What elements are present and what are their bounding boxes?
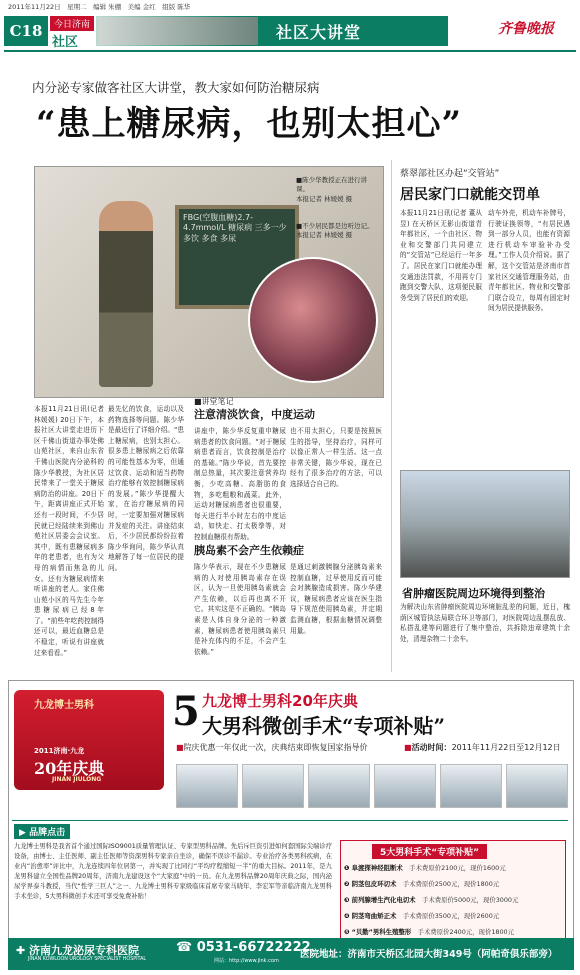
brand-label: ▶ 品牌点击 [14, 824, 70, 839]
surgery-price: 手术费原价5000元，现价3000元 [421, 896, 519, 904]
article-col-3: 讲座中，陈少华反复重申糖尿病患者的饮食问题。“对于糖尿病患者而言，饮食控制是治疗的基础。”陈少华说，首先要控制总热量，其次要注意营养均衡，少吃高糖、高脂肪的食物，多吃粗粮和蔬菜。此外，运动对糖尿病患者也很重要，每天进行半小时左右的中度运动，如快走、打太极拳等，对控制血糖很有帮助。 [194, 427, 286, 541]
surgery-menu-list [344, 860, 564, 940]
surgery-menu-title: 5大男科手术“专项补贴” [372, 844, 487, 859]
right-col-1: 本报11月21日讯(记者 董从昱) 在天桥区无影山街道青年都社区，一个由社区、物业和交警部门共同建立的“交管站”已经运行一年多了。居民在家门口就能办理交通违法罚款，不用再专门跑到交警大队，这项便民服务受到了居民们的欢迎。 [400, 209, 482, 302]
ad-headline-main: 大男科微创手术“专项补贴” [202, 714, 446, 738]
surgery-name: ❺ “贝勤”男科生殖整形 [344, 928, 418, 936]
surgery-menu-item [344, 892, 564, 908]
column-divider [391, 160, 392, 672]
footer-phone: ☎ 0531-66722222 [176, 940, 311, 955]
subhead-insulin: 胰岛素不会产生依赖症 [194, 544, 304, 557]
footer-hospital-name: ✚ 济南九龙泌尿专科医院 [16, 944, 140, 957]
footer-address: 医院地址：济南市天桥区北园大街349号（阿帕奇俱乐部旁） [300, 949, 558, 960]
audience-inset-photo [248, 257, 378, 383]
play-icon: ▶ [19, 828, 30, 838]
ad-logo-en: JINAN JIULONG [52, 776, 102, 783]
section-top: 今日济南 [50, 16, 94, 31]
ad-strip-right: ■活动时间：2011年11月22日至12月12日 [404, 743, 561, 752]
banner-photo [98, 17, 258, 45]
banner-title: 社区大讲堂 [276, 23, 362, 42]
ad-logo-year: 20年庆典 [34, 759, 105, 778]
date-line: 2011年11月22日 星期二 编辑 朱棚 美编 金红 组版 陈华 [8, 3, 191, 11]
ad-headline-top: 九龙博士男科20年庆典 [202, 692, 358, 710]
ad-thumb-5 [440, 764, 502, 808]
phone-icon: ☎ [176, 940, 197, 955]
note-label: ■讲堂笔记 [194, 397, 234, 406]
surgery-name: ❹ 阴茎弯曲矫正术 [344, 912, 403, 920]
hospital-headline: 省肿瘤医院周边环境得到整治 [402, 587, 545, 600]
blackboard: FBG(空腹血糖)2.7-4.7mmol/L 糖尿病 三多一少 多饮 多食 多尿 [175, 205, 299, 309]
hospital-photo [400, 470, 570, 578]
ad-thumb-1 [176, 764, 238, 808]
article-headline: “患上糖尿病，也别太担心” [36, 104, 463, 144]
article-kicker: 内分泌专家做客社区大讲堂，教大家如何防治糖尿病 [32, 80, 320, 95]
ad-logo-sub: 2011济南·九龙 [34, 747, 85, 755]
footer-web: 网站：http://www.jlnk.com [214, 958, 279, 964]
ad-thumb-6 [506, 764, 568, 808]
right-kicker: 蔡翠部社区办起“交管站” [400, 169, 500, 179]
article-col-5: 陈少华表示，现在不少患糖尿病的人对使用胰岛素存在误区，认为一旦使用胰岛素就会产生依赖，以后再也离不开它。其实这是不正确的。“胰岛素是人体自身分泌的一种激素，糖尿病患者使用胰岛素只是补充体内的不足，不会产生依赖。” [194, 563, 286, 656]
newspaper-logo: 齐鲁晚报 [498, 21, 554, 37]
ad-divider [12, 820, 568, 821]
subhead-diet: 注意清淡饮食，中度运动 [194, 408, 315, 421]
surgery-menu-item [344, 908, 564, 924]
surgery-price: 手术费原价2500元，现价1800元 [402, 880, 500, 888]
page-header [0, 12, 580, 52]
ad-logo-title: 九龙博士男科 [34, 700, 94, 711]
right-headline: 居民家门口就能交罚单 [400, 187, 540, 203]
ad-headline-number: 5 [172, 688, 200, 735]
surgery-price: 手术费原价2400元，现价1800元 [417, 928, 514, 936]
ad-thumb-2 [242, 764, 304, 808]
ad-strip-left: ■院庆优惠一年仅此一次，庆典结束即恢复国家指导价 [176, 743, 368, 752]
brand-text: 九龙博士男科是我省首个通过国际ISO9001质量管理认证、专家型男科品牌。先后斥巨资引进如何套国际尖端诊疗设备，由博士、主任医师、副主任医师等资深男科专家亲自坐诊，确保不误诊不漏诊。专业治疗各类男科疾病，在业内“治愈率”评比中，九龙连续四年位居第一，并实现了比同行“平均疗程缩短一半”的重大目标。2011年，是九龙男科建立全国性品牌20周年，济南九龙建设这个“大家庭”中的一员。在九龙男科品牌20周年庆典之际，国内泌尿学界泰斗教授，当代“性学三巨人”之一、九龙博士男科专家级临床首席专家马晓年、李宏军等亲临济南九龙男科手术坐诊，5大男科微创手术还可享受免费补贴！ [14, 843, 332, 900]
page-number: C18 [4, 16, 48, 46]
surgery-name: ❸ 前列腺增生汽化电切术 [344, 896, 422, 904]
footer-hospital-en: JINAN KOWLOON UROLOGY SPECIALIST HOSPITAL [28, 957, 147, 962]
ad-thumb-4 [374, 764, 436, 808]
photo-caption-1: ■陈少华教授正在进行讲课。 本报记者 林媛媛 摄 [296, 176, 368, 203]
surgery-menu-item [344, 876, 564, 892]
hospital-logo-icon: ✚ [16, 944, 30, 957]
photo-caption-2: ■不少居民都是边听边记。 本报记者 林媛媛 摄 [296, 222, 374, 240]
article-col-6: 是通过刺激胰腺分泌胰岛素来控制血糖，过早使用反而可能会对胰腺造成损害。陈少华建议，糖尿病患者应该在医生指导下规范使用胰岛素，并定期监测血糖，根据血糖情况调整用量。 [290, 563, 382, 635]
article-col-2: 最先忆的饮食，运动以及药物选择等问题。陈少华是最近行了详细介绍。“患上糖尿病，也别太担心。很多患上糖尿病之后依靠的可能性基本为零，但通过饮食、运动和适当药物治疗能够有效控制糖尿病的发展。”陈少华提醒大家，在治疗糖尿病的同时，一定要加强对糖尿病并发症的关注。讲座结束后，不少居民都纷纷拉着陈少华询问，陈少华认真地解答了每一位居民的提问。 [108, 405, 184, 572]
surgery-menu-item [344, 860, 564, 876]
header-rule [4, 50, 576, 52]
ad-thumb-3 [308, 764, 370, 808]
article-col-4: 也不用太担心，只要是按照医生的指导，坚持治疗，同样可以像正常人一样生活。这一点非常关键，陈少华说，现在已经有了很多治疗的方法，可以选择适合自己的。 [290, 427, 382, 488]
article-col-1: 本报11月21日讯(记者 林媛媛) 20日下午，本报社区大讲堂走进历下区千佛山街道办事处佛山苑社区，来自山东省千佛山医院内分泌科的陈少华教授，为社区居民带来了一堂关于糖尿病防治的讲座。20日下午，距离讲座正式开始还有一段时间，不少居民就已经陆续来到佛山苑社区居委会会议室。其中，既有患糖尿病多年的老患者，也有为父母的病情而焦急的儿女。还有为糖尿病情来听讲座的老人。家住佛山苑小区的马先生今年患糖尿病已经8年了。“前些年吃药控制得还可以，最近血糖总是不稳定，听说有讲座就过来看看。” [34, 405, 104, 657]
right-col-2: 动车外壳，机动车补牌号，行驶证换领等，“有居民遇到一部分人员，也能有资源进行机动车审验补办受理。”工作人员介绍说。据了解，这个交管站是济南市首家社区交通管理服务站，由青年都社区、物业和交警部门联合设立，每周有固定时间为居民提供服务。 [488, 209, 570, 313]
surgery-name: ❶ 阜渡探神经阻断术 [344, 864, 410, 872]
surgery-price: 手术费原价2100元，现价1600元 [409, 864, 506, 872]
section-name: 社区 [52, 35, 79, 50]
surgery-price: 手术费原价3500元，现价2600元 [402, 912, 500, 920]
hospital-text: 为解决山东省肿瘤医院周边环境脏乱差的问题，近日，槐荫区城管执法局联合环卫等部门，对医院周边乱摆乱放、私搭乱建等问题进行了集中整治，共拆除违章建筑十余处，清理杂物二十余车。 [400, 603, 570, 643]
surgery-name: ❷ 阴茎包皮环切术 [344, 880, 403, 888]
lecturer-figure [99, 201, 153, 387]
